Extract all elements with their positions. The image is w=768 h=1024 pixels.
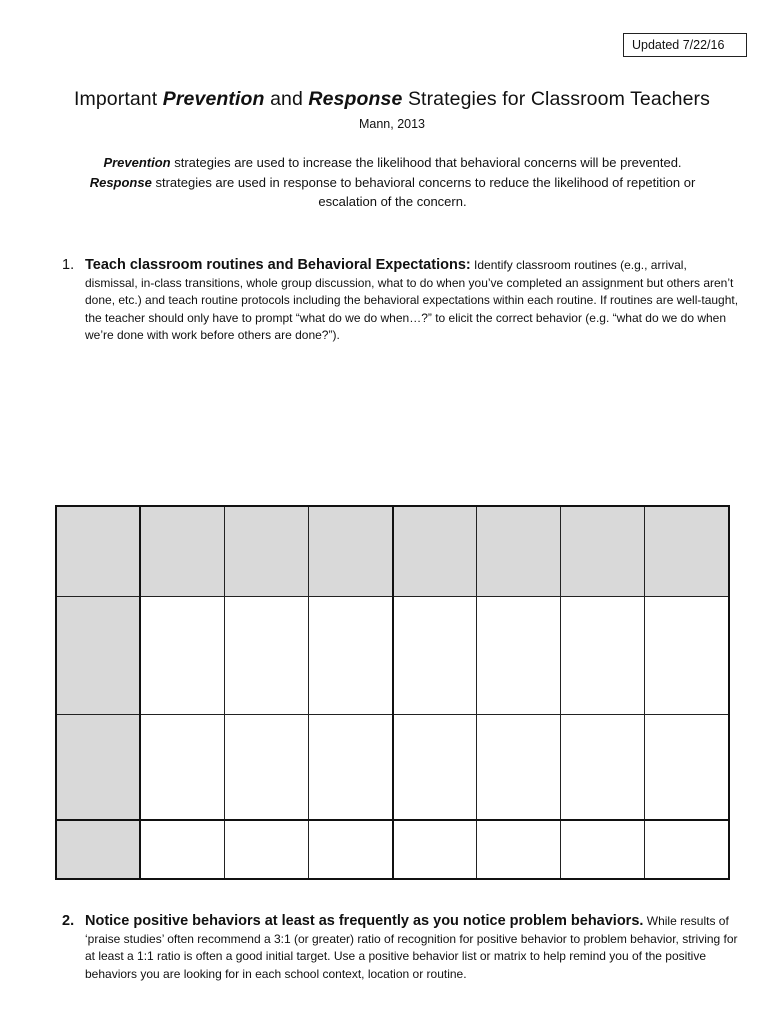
table-row bbox=[56, 715, 729, 821]
table-cell bbox=[224, 820, 308, 879]
updated-date: Updated 7/22/16 bbox=[632, 38, 725, 52]
table-cell bbox=[645, 506, 729, 597]
list-item-2 bbox=[62, 913, 742, 983]
item-heading: Notice positive behaviors at least as frequently as you notice problem behaviors. bbox=[85, 913, 644, 929]
table-cell bbox=[224, 506, 308, 597]
table-cell bbox=[477, 820, 561, 879]
table-cell bbox=[477, 597, 561, 715]
table-cell bbox=[308, 715, 392, 821]
table-row bbox=[56, 820, 729, 879]
table-cell bbox=[140, 820, 224, 879]
behavior-matrix-table bbox=[55, 505, 730, 880]
table-cell bbox=[477, 715, 561, 821]
table-cell bbox=[308, 597, 392, 715]
table-cell bbox=[645, 820, 729, 879]
table-cell bbox=[56, 715, 140, 821]
table-cell bbox=[561, 820, 645, 879]
table-cell bbox=[308, 506, 392, 597]
table-cell bbox=[393, 506, 477, 597]
list-item-1 bbox=[62, 257, 742, 345]
table-row bbox=[56, 506, 729, 597]
table-cell bbox=[561, 506, 645, 597]
table-cell bbox=[140, 715, 224, 821]
table-cell bbox=[56, 820, 140, 879]
item-number: 2. bbox=[62, 913, 75, 929]
table-cell bbox=[561, 715, 645, 821]
author-line: Mann, 2013 bbox=[358, 117, 426, 131]
prevention-term: Prevention bbox=[103, 155, 171, 170]
updated-date-box bbox=[623, 33, 747, 57]
table-cell bbox=[393, 597, 477, 715]
response-term: Response bbox=[89, 174, 152, 190]
table-cell bbox=[645, 715, 729, 821]
title-response: Response bbox=[308, 88, 403, 110]
table-cell bbox=[393, 820, 477, 879]
table-cell bbox=[308, 820, 392, 879]
item-number: 1. bbox=[62, 257, 75, 273]
table-cell bbox=[477, 506, 561, 597]
table-cell bbox=[56, 506, 140, 597]
table-row bbox=[56, 597, 729, 715]
table-cell bbox=[224, 715, 308, 821]
table-cell bbox=[561, 597, 645, 715]
title-prevention: Prevention bbox=[162, 88, 265, 110]
page-title: Important Prevention and Response Strategies for Classroom Teachers bbox=[73, 88, 711, 110]
table-cell bbox=[645, 597, 729, 715]
item-heading: Teach classroom routines and Behavioral Expectations: bbox=[85, 257, 471, 273]
table-cell bbox=[393, 715, 477, 821]
table-cell bbox=[140, 506, 224, 597]
table-cell bbox=[56, 597, 140, 715]
table-cell bbox=[224, 597, 308, 715]
table-cell bbox=[140, 597, 224, 715]
item-text: While results of ‘praise studies’ often recommend a 3:1 (or greater) ratio of recognition for positive behavior to problem behavior, striving for at least a 1:1 ratio is often a good initial target. Use a positive behavior list or matrix to help remind you of the positive behaviors you are looking for in each school context, location or routine. bbox=[85, 914, 738, 981]
intro-paragraph: Prevention strategies are used to increase the likelihood that behavioral concerns will be prevented. Response strategies are used in response to behavioral concerns to reduce the likelihood of repetition or escalation of the concern. bbox=[89, 155, 696, 209]
item-text: Identify classroom routines (e.g., arrival, dismissal, in-class transitions, whole group discussion, what to do when you’ve completed an assignment but others aren’t done, etc.) and teach routine protocols including the behavioral expectations within each routine. If routines are well-taught, the teacher should only have to prompt “what do we do when…?” to elicit the correct behavior (e.g. “what do we do when we’re done with work before others are done?”). bbox=[85, 258, 739, 342]
